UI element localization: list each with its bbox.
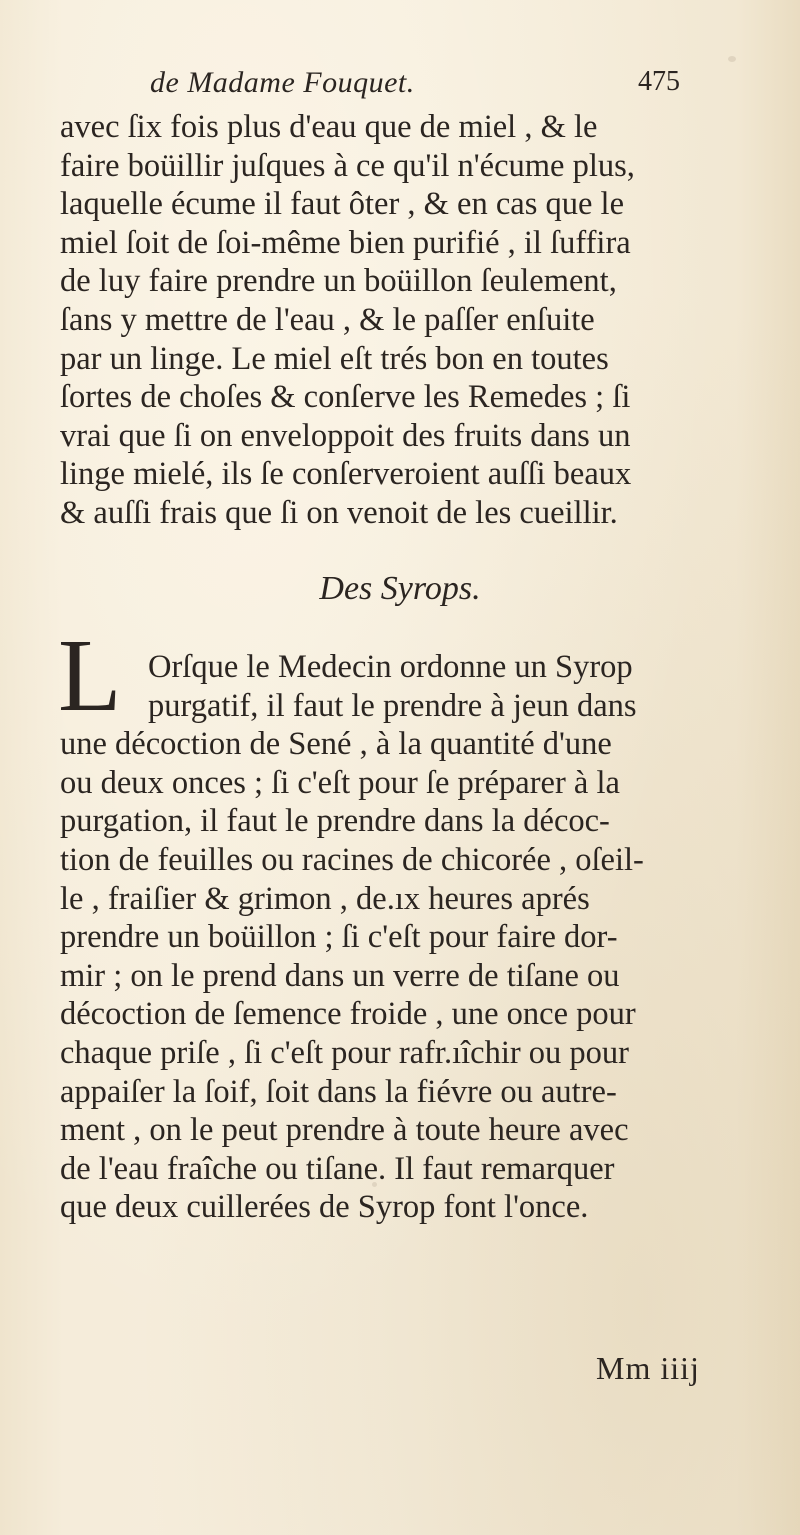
page-header	[150, 66, 680, 106]
text-line: que deux cuillerées de Syrop font l'once.	[60, 1189, 589, 1226]
text-line: linge mielé, ils ſe conſerveroient auſſi beaux	[60, 456, 632, 493]
text-line: ment , on le peut prendre à toute heure avec	[60, 1112, 629, 1149]
running-head: de Madame Fouquet.	[150, 66, 415, 99]
text-line: vrai que ſi on enveloppoit des fruits dans un	[60, 417, 631, 454]
text-line: chaque priſe , ſi c'eſt pour rafr.ıîchir ou pour	[60, 1034, 629, 1071]
paper-stain	[728, 56, 736, 62]
text-line: purgatif, il faut le prendre à jeun dans	[148, 687, 637, 724]
text-line: une décoction de Sené , à la quantité d'une	[60, 726, 612, 763]
text-line: faire boüillir juſques à ce qu'il n'écume plus,	[60, 147, 635, 184]
text-line: mir ; on le prend dans un verre de tiſane ou	[60, 957, 620, 994]
text-line: le , fraiſier & grimon , de.ıx heures aprés	[60, 880, 590, 917]
text-line: avec ſix fois plus d'eau que de miel , & le	[60, 109, 598, 145]
section-title: Des Syrops.	[319, 570, 481, 607]
text-line: ou deux onces ; ſi c'eſt pour ſe préparer à la	[60, 764, 620, 801]
text-line: ſortes de choſes & conſerve les Remedes ; ſi	[60, 379, 631, 416]
text-line: de luy faire prendre un boüillon ſeulement,	[60, 263, 617, 300]
text-line: Orſque le Medecin ordonne un Syrop	[148, 649, 633, 685]
text-line: par un linge. Le miel eſt trés bon en toutes	[60, 340, 609, 377]
drop-cap: L	[58, 618, 122, 733]
text-line: miel ſoit de ſoi-même bien purifié , il ſuffira	[60, 224, 631, 261]
text-line: décoction de ſemence froide , une once pour	[60, 996, 636, 1033]
signature-mark: Mm iiij	[596, 1350, 700, 1386]
text-line: laquelle écume il faut ôter , & en cas que le	[60, 186, 624, 223]
paragraph-honey	[60, 108, 790, 533]
page-number: 475	[638, 66, 680, 97]
text-line: purgation, il faut le prendre dans la décoc-	[60, 803, 610, 840]
text-line: prendre un boüillon ; ſi c'eſt pour faire dor-	[60, 919, 618, 956]
text-line: ſans y mettre de l'eau , & le paſſer enſuite	[60, 301, 595, 338]
text-line: appaiſer la ſoif, ſoit dans la fiévre ou autre-	[60, 1073, 617, 1110]
text-line: & auſſi frais que ſi on venoit de les cueillir.	[60, 494, 618, 531]
paragraph-syrops	[60, 648, 790, 1227]
text-line: de l'eau fraîche ou tiſane. Il faut remarquer	[60, 1150, 615, 1187]
text-line: tion de feuilles ou racines de chicorée , oſeil-	[60, 841, 644, 878]
